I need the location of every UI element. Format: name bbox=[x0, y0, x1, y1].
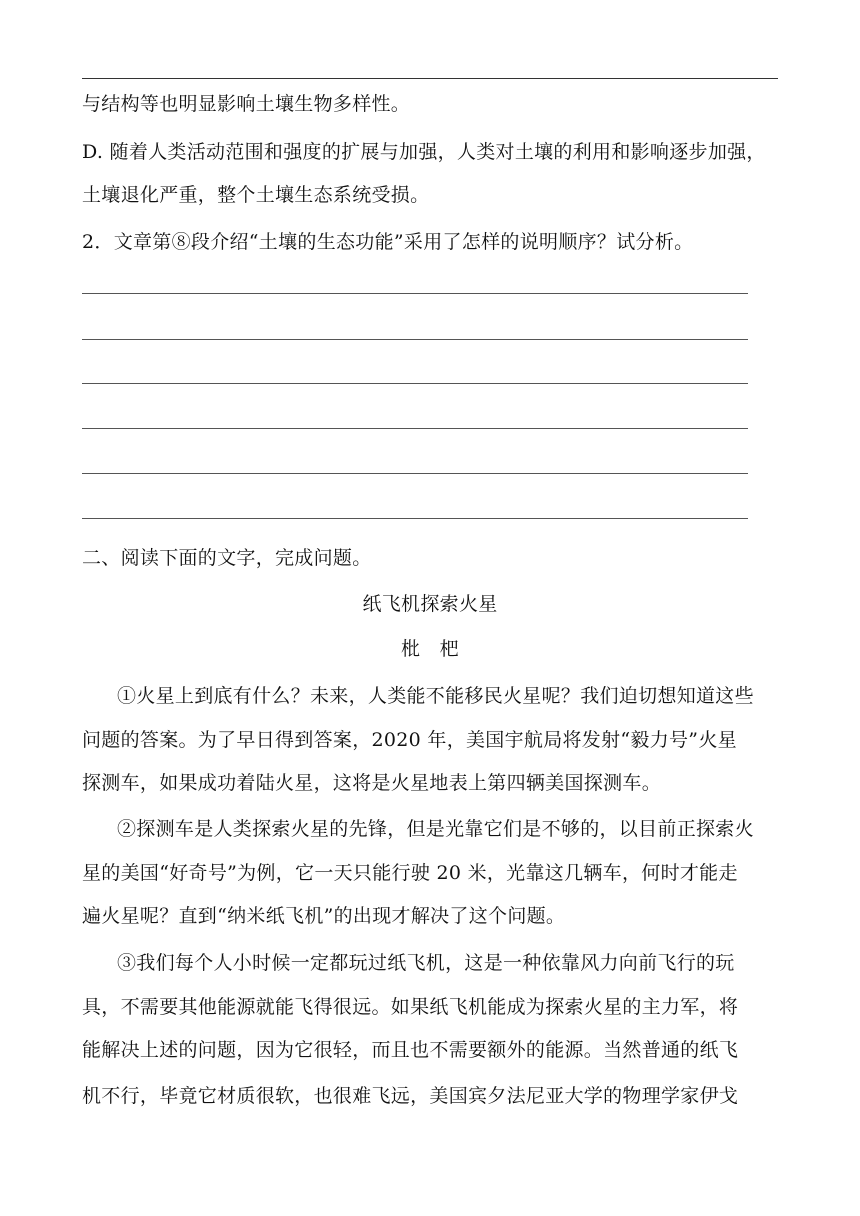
paragraph-3-line-2: 具，不需要其他能源就能飞得很远。如果纸飞机能成为探索火星的主力军，将 bbox=[82, 996, 739, 1018]
option-d-line1: D. 随着人类活动范围和强度的扩展与加强，人类对土壤的利用和影响逐步加强， bbox=[82, 141, 766, 163]
paragraph-3-line-4: 机不行，毕竟它材质很软，也很难飞远，美国宾夕法尼亚大学的物理学家伊戈 bbox=[82, 1085, 739, 1107]
header-rule bbox=[82, 78, 778, 79]
paragraph-2-line-1: ②探测车是人类探索火星的先锋，但是光靠它们是不够的，以目前正探索火 bbox=[117, 818, 754, 840]
answer-line-6[interactable] bbox=[82, 518, 748, 519]
paragraph-1-line-3: 探测车，如果成功着陆火星，这将是火星地表上第四辆美国探测车。 bbox=[82, 772, 662, 794]
section-2-instruction: 二、阅读下面的文字，完成问题。 bbox=[82, 547, 372, 569]
paragraph-2-line-3: 遍火星呢？直到“纳米纸飞机”的出现才解决了这个问题。 bbox=[82, 905, 566, 927]
question-2-text: 2．文章第⑧段介绍“土壤的生态功能”采用了怎样的说明顺序？试分析。 bbox=[82, 231, 694, 253]
paragraph-3-line-1: ③我们每个人小时候一定都玩过纸飞机，这是一种依靠风力向前飞行的玩 bbox=[117, 952, 735, 974]
answer-line-4[interactable] bbox=[82, 428, 748, 429]
paragraph-1-line-2: 问题的答案。为了早日得到答案，2020 年，美国宇航局将发射“毅力号”火星 bbox=[82, 729, 737, 751]
paragraph-1-line-1: ①火星上到底有什么？未来，人类能不能移民火星呢？我们迫切想知道这些 bbox=[117, 685, 754, 707]
q1-continuation-line: 与结构等也明显影响土壤生物多样性。 bbox=[82, 93, 411, 115]
article-author: 枇 杷 bbox=[401, 638, 459, 660]
answer-line-2[interactable] bbox=[82, 339, 748, 340]
paragraph-3-line-3: 能解决上述的问题，因为它很轻，而且也不需要额外的能源。当然普通的纸飞 bbox=[82, 1039, 739, 1061]
answer-line-1[interactable] bbox=[82, 293, 748, 294]
answer-line-5[interactable] bbox=[82, 473, 748, 474]
article-title: 纸飞机探索火星 bbox=[362, 593, 498, 615]
paragraph-2-line-2: 星的美国“好奇号”为例，它一天只能行驶 20 米，光靠这几辆车，何时才能走 bbox=[82, 862, 738, 884]
answer-line-3[interactable] bbox=[82, 383, 748, 384]
option-d-line2: 土壤退化严重，整个土壤生态系统受损。 bbox=[82, 184, 430, 206]
